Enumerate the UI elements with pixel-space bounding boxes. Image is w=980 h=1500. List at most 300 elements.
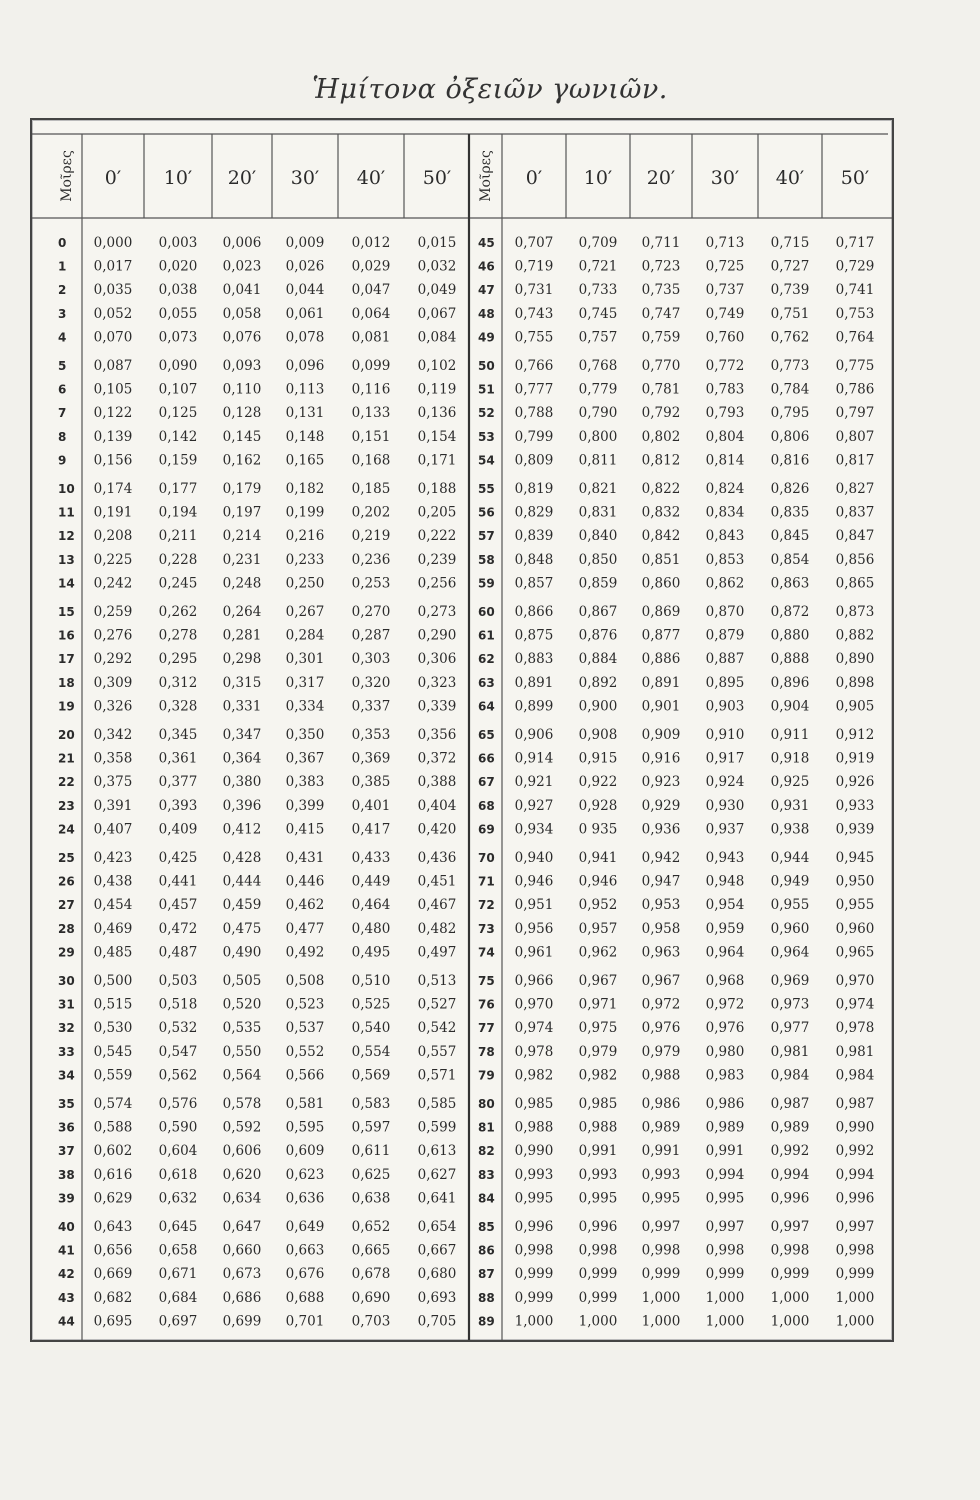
left-value-cell: 0,331 xyxy=(222,698,262,715)
left-value-cell: 0,177 xyxy=(158,480,198,497)
right-value-cell: 0,983 xyxy=(705,1067,745,1084)
right-value-cell: 0,850 xyxy=(578,551,618,568)
right-value-cell: 0,946 xyxy=(514,873,554,890)
left-degree-cell: 13 xyxy=(58,552,75,567)
right-value-cell: 0,859 xyxy=(578,575,618,592)
left-value-cell: 0,009 xyxy=(285,234,325,251)
right-value-cell: 0,985 xyxy=(578,1095,618,1112)
right-value-cell: 0,988 xyxy=(641,1067,681,1084)
left-value-cell: 0,581 xyxy=(285,1095,325,1112)
left-value-cell: 0,205 xyxy=(417,504,457,521)
left-value-cell: 0,559 xyxy=(93,1067,133,1084)
left-value-cell: 0,020 xyxy=(158,258,198,275)
right-degree-cell: 79 xyxy=(478,1068,495,1083)
right-value-cell: 0,959 xyxy=(705,920,745,937)
left-value-cell: 0,472 xyxy=(158,920,198,937)
right-value-cell: 0,956 xyxy=(514,920,554,937)
left-value-cell: 0,701 xyxy=(285,1313,325,1330)
left-value-cell: 0,228 xyxy=(158,551,198,568)
right-value-cell: 0,733 xyxy=(578,282,618,299)
left-value-cell: 0,248 xyxy=(222,575,262,592)
left-value-cell: 0,334 xyxy=(285,698,325,715)
right-value-cell: 0,883 xyxy=(514,651,554,668)
left-degree-cell: 35 xyxy=(58,1096,75,1111)
right-value-cell: 0,986 xyxy=(705,1095,745,1112)
right-value-cell: 0,873 xyxy=(835,603,875,620)
left-value-cell: 0,070 xyxy=(93,329,133,346)
left-value-cell: 0,110 xyxy=(222,381,262,398)
right-value-cell: 0,939 xyxy=(835,821,875,838)
right-value-cell: 0,895 xyxy=(705,674,745,691)
left-value-cell: 0,477 xyxy=(285,920,325,937)
left-value-cell: 0,216 xyxy=(285,528,325,545)
right-value-cell: 0,784 xyxy=(770,381,810,398)
right-value-cell: 0,821 xyxy=(578,480,618,497)
right-minute-header: 0′ xyxy=(525,167,543,189)
left-value-cell: 0,695 xyxy=(93,1313,133,1330)
right-value-cell: 0,862 xyxy=(705,575,745,592)
left-value-cell: 0,451 xyxy=(417,873,457,890)
left-value-cell: 0,128 xyxy=(222,405,262,422)
left-value-cell: 0,199 xyxy=(285,504,325,521)
left-value-cell: 0,401 xyxy=(351,797,391,814)
left-value-cell: 0,613 xyxy=(417,1143,457,1160)
right-degree-cell: 47 xyxy=(478,283,495,298)
left-value-cell: 0,480 xyxy=(351,920,391,937)
left-degree-cell: 7 xyxy=(58,406,67,421)
left-value-cell: 0,377 xyxy=(158,774,198,791)
left-value-cell: 0,078 xyxy=(285,329,325,346)
right-value-cell: 0,777 xyxy=(514,381,554,398)
left-degree-cell: 1 xyxy=(58,259,67,274)
left-degree-cell: 36 xyxy=(58,1120,75,1135)
left-value-cell: 0,179 xyxy=(222,480,262,497)
right-value-cell: 0,976 xyxy=(705,1020,745,1037)
left-value-cell: 0,641 xyxy=(417,1190,457,1207)
left-degree-cell: 10 xyxy=(58,481,75,496)
right-value-cell: 0,795 xyxy=(770,405,810,422)
left-value-cell: 0,102 xyxy=(417,357,457,374)
left-value-cell: 0,564 xyxy=(222,1067,262,1084)
right-value-cell: 0,945 xyxy=(835,849,875,866)
left-value-cell: 0,148 xyxy=(285,428,325,445)
right-degree-cell: 45 xyxy=(478,235,495,250)
left-degree-cell: 5 xyxy=(58,358,67,373)
right-value-cell: 0,876 xyxy=(578,627,618,644)
right-value-cell: 0,960 xyxy=(835,920,875,937)
right-value-cell: 0,988 xyxy=(578,1119,618,1136)
right-value-cell: 0,994 xyxy=(705,1166,745,1183)
right-value-cell: 0,749 xyxy=(705,305,745,322)
right-value-cell: 0,970 xyxy=(514,996,554,1013)
right-degree-cell: 86 xyxy=(478,1243,495,1258)
right-value-cell: 0,995 xyxy=(578,1190,618,1207)
left-degree-cell: 9 xyxy=(58,453,67,468)
right-value-cell: 0,998 xyxy=(578,1242,618,1259)
right-value-cell: 0,974 xyxy=(835,996,875,1013)
left-value-cell: 0,699 xyxy=(222,1313,262,1330)
right-value-cell: 0,965 xyxy=(835,944,875,961)
left-value-cell: 0,044 xyxy=(285,282,325,299)
left-value-cell: 0,061 xyxy=(285,305,325,322)
right-value-cell: 0,972 xyxy=(705,996,745,1013)
right-degree-cell: 89 xyxy=(478,1314,495,1329)
right-value-cell: 0,954 xyxy=(705,897,745,914)
right-value-cell: 0,985 xyxy=(514,1095,554,1112)
sine-table xyxy=(30,118,894,1342)
right-value-cell: 0,981 xyxy=(770,1043,810,1060)
left-value-cell: 0,256 xyxy=(417,575,457,592)
right-value-cell: 0,824 xyxy=(705,480,745,497)
left-value-cell: 0,399 xyxy=(285,797,325,814)
right-value-cell: 0,928 xyxy=(578,797,618,814)
right-value-cell: 0,970 xyxy=(835,972,875,989)
left-value-cell: 0,356 xyxy=(417,726,457,743)
right-value-cell: 0,978 xyxy=(835,1020,875,1037)
right-value-cell: 0,996 xyxy=(514,1218,554,1235)
right-value-cell: 0,779 xyxy=(578,381,618,398)
left-value-cell: 0,574 xyxy=(93,1095,133,1112)
right-value-cell: 0,751 xyxy=(770,305,810,322)
right-value-cell: 0,911 xyxy=(770,726,810,743)
right-value-cell: 0,996 xyxy=(770,1190,810,1207)
right-value-cell: 0,992 xyxy=(770,1143,810,1160)
right-value-cell: 0,827 xyxy=(835,480,875,497)
left-value-cell: 0,026 xyxy=(285,258,325,275)
right-value-cell: 0,996 xyxy=(578,1218,618,1235)
left-value-cell: 0,364 xyxy=(222,750,262,767)
right-value-cell: 0,865 xyxy=(835,575,875,592)
left-value-cell: 0,632 xyxy=(158,1190,198,1207)
left-value-cell: 0,159 xyxy=(158,452,198,469)
left-value-cell: 0,576 xyxy=(158,1095,198,1112)
right-degree-cell: 81 xyxy=(478,1120,495,1135)
left-value-cell: 0,669 xyxy=(93,1266,133,1283)
right-value-cell: 1,000 xyxy=(770,1313,810,1330)
right-value-cell: 0,946 xyxy=(578,873,618,890)
right-degree-label: Μοῖρες xyxy=(478,150,494,202)
left-value-cell: 0,393 xyxy=(158,797,198,814)
left-value-cell: 0,058 xyxy=(222,305,262,322)
right-value-cell: 0,834 xyxy=(705,504,745,521)
right-value-cell: 0,775 xyxy=(835,357,875,374)
left-minute-header: 50′ xyxy=(422,167,452,189)
right-value-cell: 0,980 xyxy=(705,1043,745,1060)
left-value-cell: 0,105 xyxy=(93,381,133,398)
left-value-cell: 0,326 xyxy=(93,698,133,715)
left-value-cell: 0,658 xyxy=(158,1242,198,1259)
left-value-cell: 0,656 xyxy=(93,1242,133,1259)
right-value-cell: 0,709 xyxy=(578,234,618,251)
left-value-cell: 0,578 xyxy=(222,1095,262,1112)
right-value-cell: 0,904 xyxy=(770,698,810,715)
right-value-cell: 0,869 xyxy=(641,603,681,620)
left-value-cell: 0,520 xyxy=(222,996,262,1013)
right-degree-cell: 72 xyxy=(478,898,495,913)
left-value-cell: 0,585 xyxy=(417,1095,457,1112)
right-value-cell: 0,853 xyxy=(705,551,745,568)
left-value-cell: 0,686 xyxy=(222,1289,262,1306)
left-value-cell: 0,649 xyxy=(285,1218,325,1235)
left-value-cell: 0,219 xyxy=(351,528,391,545)
right-value-cell: 0,753 xyxy=(835,305,875,322)
left-degree-cell: 0 xyxy=(58,235,67,250)
left-degree-cell: 21 xyxy=(58,751,75,766)
right-value-cell: 0,930 xyxy=(705,797,745,814)
right-value-cell: 0,991 xyxy=(641,1143,681,1160)
left-value-cell: 0,420 xyxy=(417,821,457,838)
left-degree-cell: 33 xyxy=(58,1044,75,1059)
right-value-cell: 0,982 xyxy=(578,1067,618,1084)
left-value-cell: 0,125 xyxy=(158,405,198,422)
right-value-cell: 0,891 xyxy=(641,674,681,691)
right-value-cell: 0,762 xyxy=(770,329,810,346)
left-value-cell: 0,454 xyxy=(93,897,133,914)
left-degree-cell: 32 xyxy=(58,1021,75,1036)
right-value-cell: 0,792 xyxy=(641,405,681,422)
right-value-cell: 0,979 xyxy=(641,1043,681,1060)
right-value-cell: 0,999 xyxy=(578,1289,618,1306)
left-value-cell: 0,012 xyxy=(351,234,391,251)
left-value-cell: 0,449 xyxy=(351,873,391,890)
left-value-cell: 0,495 xyxy=(351,944,391,961)
right-value-cell: 0,996 xyxy=(835,1190,875,1207)
left-value-cell: 0,623 xyxy=(285,1166,325,1183)
left-degree-cell: 6 xyxy=(58,382,67,397)
right-degree-cell: 80 xyxy=(478,1096,495,1111)
right-value-cell: 0,903 xyxy=(705,698,745,715)
left-value-cell: 0,156 xyxy=(93,452,133,469)
right-value-cell: 0,882 xyxy=(835,627,875,644)
right-value-cell: 0,995 xyxy=(514,1190,554,1207)
right-value-cell: 0,998 xyxy=(835,1242,875,1259)
right-value-cell: 0,768 xyxy=(578,357,618,374)
right-value-cell: 0,745 xyxy=(578,305,618,322)
right-value-cell: 0,781 xyxy=(641,381,681,398)
left-value-cell: 0,391 xyxy=(93,797,133,814)
left-value-cell: 0,006 xyxy=(222,234,262,251)
right-value-cell: 0,958 xyxy=(641,920,681,937)
right-value-cell: 0,998 xyxy=(770,1242,810,1259)
right-degree-cell: 53 xyxy=(478,429,495,444)
left-value-cell: 0,049 xyxy=(417,282,457,299)
left-value-cell: 0,385 xyxy=(351,774,391,791)
right-value-cell: 0,964 xyxy=(770,944,810,961)
left-degree-cell: 19 xyxy=(58,699,75,714)
left-degree-cell: 18 xyxy=(58,675,75,690)
right-value-cell: 0,917 xyxy=(705,750,745,767)
left-value-cell: 0,375 xyxy=(93,774,133,791)
right-value-cell: 0,975 xyxy=(578,1020,618,1037)
right-value-cell: 0,933 xyxy=(835,797,875,814)
right-value-cell: 1,000 xyxy=(705,1313,745,1330)
right-value-cell: 0,811 xyxy=(578,452,618,469)
right-value-cell: 0,984 xyxy=(835,1067,875,1084)
left-value-cell: 0,122 xyxy=(93,405,133,422)
right-value-cell: 0,937 xyxy=(705,821,745,838)
right-value-cell: 0,927 xyxy=(514,797,554,814)
left-value-cell: 0,301 xyxy=(285,651,325,668)
left-value-cell: 0,197 xyxy=(222,504,262,521)
right-value-cell: 0,888 xyxy=(770,651,810,668)
right-value-cell: 0,723 xyxy=(641,258,681,275)
left-value-cell: 0,388 xyxy=(417,774,457,791)
right-value-cell: 0,755 xyxy=(514,329,554,346)
right-value-cell: 0,944 xyxy=(770,849,810,866)
left-minute-header: 30′ xyxy=(290,167,320,189)
right-value-cell: 0,806 xyxy=(770,428,810,445)
left-value-cell: 0,431 xyxy=(285,849,325,866)
right-value-cell: 0,929 xyxy=(641,797,681,814)
left-value-cell: 0,000 xyxy=(93,234,133,251)
right-value-cell: 0,832 xyxy=(641,504,681,521)
left-value-cell: 0,003 xyxy=(158,234,198,251)
right-value-cell: 0,870 xyxy=(705,603,745,620)
left-value-cell: 0,602 xyxy=(93,1143,133,1160)
right-value-cell: 0,783 xyxy=(705,381,745,398)
right-value-cell: 0,981 xyxy=(835,1043,875,1060)
right-value-cell: 0,729 xyxy=(835,258,875,275)
left-value-cell: 0,191 xyxy=(93,504,133,521)
right-degree-cell: 48 xyxy=(478,306,495,321)
left-value-cell: 0,609 xyxy=(285,1143,325,1160)
left-value-cell: 0,162 xyxy=(222,452,262,469)
left-value-cell: 0,369 xyxy=(351,750,391,767)
left-value-cell: 0,131 xyxy=(285,405,325,422)
left-value-cell: 0,383 xyxy=(285,774,325,791)
right-value-cell: 0,951 xyxy=(514,897,554,914)
right-value-cell: 0,914 xyxy=(514,750,554,767)
left-value-cell: 0,485 xyxy=(93,944,133,961)
left-value-cell: 0,467 xyxy=(417,897,457,914)
right-value-cell: 0,839 xyxy=(514,528,554,545)
right-degree-cell: 46 xyxy=(478,259,495,274)
right-degree-cell: 82 xyxy=(478,1144,495,1159)
left-value-cell: 0,202 xyxy=(351,504,391,521)
left-value-cell: 0,145 xyxy=(222,428,262,445)
right-value-cell: 0,807 xyxy=(835,428,875,445)
right-value-cell: 0,860 xyxy=(641,575,681,592)
right-degree-cell: 54 xyxy=(478,453,495,468)
right-value-cell: 0,822 xyxy=(641,480,681,497)
left-value-cell: 0,530 xyxy=(93,1020,133,1037)
left-value-cell: 0,171 xyxy=(417,452,457,469)
right-value-cell: 0,997 xyxy=(770,1218,810,1235)
right-value-cell: 0,812 xyxy=(641,452,681,469)
left-value-cell: 0,469 xyxy=(93,920,133,937)
right-value-cell: 0,910 xyxy=(705,726,745,743)
right-value-cell: 0,887 xyxy=(705,651,745,668)
left-degree-cell: 28 xyxy=(58,921,75,936)
right-value-cell: 0,999 xyxy=(578,1266,618,1283)
left-value-cell: 0,705 xyxy=(417,1313,457,1330)
right-value-cell: 0,974 xyxy=(514,1020,554,1037)
left-value-cell: 0,438 xyxy=(93,873,133,890)
left-value-cell: 0,532 xyxy=(158,1020,198,1037)
left-value-cell: 0,588 xyxy=(93,1119,133,1136)
left-degree-cell: 24 xyxy=(58,822,75,837)
right-value-cell: 0,896 xyxy=(770,674,810,691)
left-value-cell: 0,292 xyxy=(93,651,133,668)
left-value-cell: 0,404 xyxy=(417,797,457,814)
right-value-cell: 0,947 xyxy=(641,873,681,890)
left-value-cell: 0,211 xyxy=(158,528,198,545)
right-value-cell: 0,994 xyxy=(835,1166,875,1183)
left-value-cell: 0,407 xyxy=(93,821,133,838)
right-value-cell: 0,877 xyxy=(641,627,681,644)
right-value-cell: 0,995 xyxy=(705,1190,745,1207)
left-value-cell: 0,038 xyxy=(158,282,198,299)
right-degree-cell: 64 xyxy=(478,699,495,714)
right-value-cell: 0,739 xyxy=(770,282,810,299)
left-value-cell: 0,606 xyxy=(222,1143,262,1160)
left-value-cell: 0,270 xyxy=(351,603,391,620)
left-value-cell: 0,315 xyxy=(222,674,262,691)
left-value-cell: 0,139 xyxy=(93,428,133,445)
left-value-cell: 0,597 xyxy=(351,1119,391,1136)
left-degree-cell: 27 xyxy=(58,898,75,913)
right-value-cell: 0,960 xyxy=(770,920,810,937)
right-minute-header: 50′ xyxy=(840,167,870,189)
left-degree-cell: 43 xyxy=(58,1290,75,1305)
left-value-cell: 0,571 xyxy=(417,1067,457,1084)
right-value-cell: 0,760 xyxy=(705,329,745,346)
right-value-cell: 1,000 xyxy=(835,1313,875,1330)
left-value-cell: 0,676 xyxy=(285,1266,325,1283)
left-degree-cell: 17 xyxy=(58,652,75,667)
right-value-cell: 0,759 xyxy=(641,329,681,346)
right-value-cell: 0,863 xyxy=(770,575,810,592)
left-value-cell: 0,298 xyxy=(222,651,262,668)
right-degree-cell: 84 xyxy=(478,1191,495,1206)
left-value-cell: 0,225 xyxy=(93,551,133,568)
right-degree-cell: 58 xyxy=(478,552,495,567)
left-value-cell: 0,380 xyxy=(222,774,262,791)
right-value-cell: 0,994 xyxy=(770,1166,810,1183)
left-degree-cell: 12 xyxy=(58,529,75,544)
left-value-cell: 0,487 xyxy=(158,944,198,961)
left-value-cell: 0,475 xyxy=(222,920,262,937)
right-value-cell: 0,866 xyxy=(514,603,554,620)
right-value-cell: 0,886 xyxy=(641,651,681,668)
right-value-cell: 0,717 xyxy=(835,234,875,251)
right-value-cell: 0,961 xyxy=(514,944,554,961)
right-minute-header: 30′ xyxy=(710,167,740,189)
right-value-cell: 0,867 xyxy=(578,603,618,620)
right-value-cell: 0,977 xyxy=(770,1020,810,1037)
left-value-cell: 0,415 xyxy=(285,821,325,838)
left-value-cell: 0,684 xyxy=(158,1289,198,1306)
right-value-cell: 0,826 xyxy=(770,480,810,497)
left-value-cell: 0,287 xyxy=(351,627,391,644)
right-degree-cell: 87 xyxy=(478,1267,495,1282)
left-value-cell: 0,425 xyxy=(158,849,198,866)
left-value-cell: 0,660 xyxy=(222,1242,262,1259)
left-degree-cell: 31 xyxy=(58,997,75,1012)
left-value-cell: 0,645 xyxy=(158,1218,198,1235)
right-value-cell: 0,800 xyxy=(578,428,618,445)
left-value-cell: 0,081 xyxy=(351,329,391,346)
right-value-cell: 0,973 xyxy=(770,996,810,1013)
left-value-cell: 0,680 xyxy=(417,1266,457,1283)
left-value-cell: 0,064 xyxy=(351,305,391,322)
right-value-cell: 0,899 xyxy=(514,698,554,715)
right-degree-cell: 56 xyxy=(478,505,495,520)
right-value-cell: 0,909 xyxy=(641,726,681,743)
left-degree-cell: 29 xyxy=(58,945,75,960)
right-value-cell: 0,743 xyxy=(514,305,554,322)
left-degree-cell: 16 xyxy=(58,628,75,643)
